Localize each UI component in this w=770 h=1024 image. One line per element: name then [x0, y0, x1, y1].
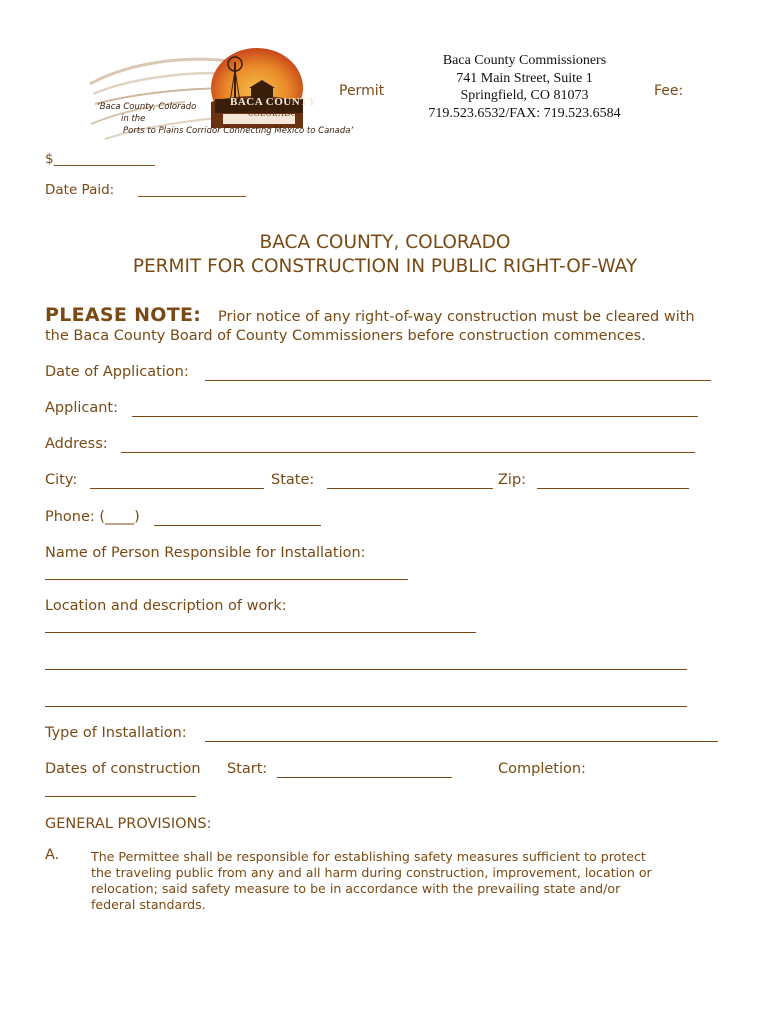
fee-label: Fee: — [654, 83, 684, 99]
state-field[interactable] — [327, 488, 493, 489]
provision-a-line: The Permittee shall be responsible for establishing safety measures sufficient to protect — [91, 849, 646, 864]
location-description-field-line1[interactable] — [45, 632, 476, 633]
please-note-heading: PLEASE NOTE: — [45, 304, 202, 326]
commissioners-address — [412, 52, 637, 122]
notice-text-line2: the Baca County Board of County Commissioners before construction commences. — [45, 328, 646, 344]
city-field[interactable] — [90, 488, 264, 489]
dates-of-construction-label: Dates of construction — [45, 761, 201, 777]
title-line2: PERMIT FOR CONSTRUCTION IN PUBLIC RIGHT-OF-WAY — [132, 256, 638, 277]
start-date-field[interactable] — [277, 777, 452, 778]
responsible-person-label: Name of Person Responsible for Installation: — [45, 545, 366, 561]
logo-county-name: BACA COUNTY — [230, 96, 317, 108]
logo-tagline-line3: Ports to Plains Corridor Connecting Mexico to Canada’ — [123, 126, 354, 136]
phone-fax: 719.523.6532/FAX: 719.523.6584 — [428, 105, 621, 121]
logo-tagline-line1: ‘Baca County, Colorado — [97, 102, 197, 112]
city-state-zip: Springfield, CO 81073 — [460, 88, 589, 103]
permit-label: Permit — [339, 83, 385, 99]
type-of-installation-label: Type of Installation: — [45, 725, 187, 741]
address-label: Address: — [45, 436, 108, 452]
responsible-person-field[interactable] — [45, 579, 408, 580]
street-address: 741 Main Street, Suite 1 — [456, 70, 593, 86]
provision-a-line: the traveling public from any and all harm during construction, improvement, location or — [91, 865, 652, 880]
provision-a-line: federal standards. — [91, 897, 206, 912]
date-paid-label: Date Paid: — [45, 182, 115, 198]
location-description-label: Location and description of work: — [45, 598, 287, 614]
completion-label: Completion: — [498, 761, 586, 777]
logo-state: COLORADO — [248, 109, 298, 118]
city-label: City: — [45, 472, 78, 488]
zip-field[interactable] — [537, 488, 689, 489]
phone-field[interactable] — [154, 525, 321, 526]
general-provisions-heading: GENERAL PROVISIONS: — [45, 816, 212, 832]
commissioners-name: Baca County Commissioners — [442, 53, 607, 68]
notice-text-line1: Prior notice of any right-of-way construction must be cleared with — [218, 309, 695, 325]
provision-a-text — [91, 849, 652, 913]
location-description-field-line3[interactable] — [45, 706, 687, 707]
applicant-label: Applicant: — [45, 400, 119, 416]
provision-a-line: relocation; said safety measure to be in accordance with the prevailing state and/or — [91, 881, 621, 896]
address-field[interactable] — [121, 452, 695, 453]
completion-date-field[interactable] — [45, 796, 196, 797]
date-of-application-field[interactable] — [205, 380, 711, 381]
start-label: Start: — [227, 761, 268, 777]
location-description-field-line2[interactable] — [45, 669, 687, 670]
state-label: State: — [271, 472, 315, 488]
logo-tagline-line2: in the — [121, 114, 146, 124]
type-of-installation-field[interactable] — [205, 741, 718, 742]
phone-label: Phone: (____) — [45, 509, 140, 525]
zip-label: Zip: — [498, 472, 527, 488]
amount-paid-field[interactable]: $_______________ — [45, 151, 155, 167]
title-line1: BACA COUNTY, COLORADO — [259, 232, 511, 253]
provision-a-marker: A. — [45, 847, 60, 863]
date-of-application-label: Date of Application: — [45, 364, 189, 380]
date-paid-field[interactable]: ________________ — [138, 182, 246, 198]
applicant-field[interactable] — [132, 416, 698, 417]
